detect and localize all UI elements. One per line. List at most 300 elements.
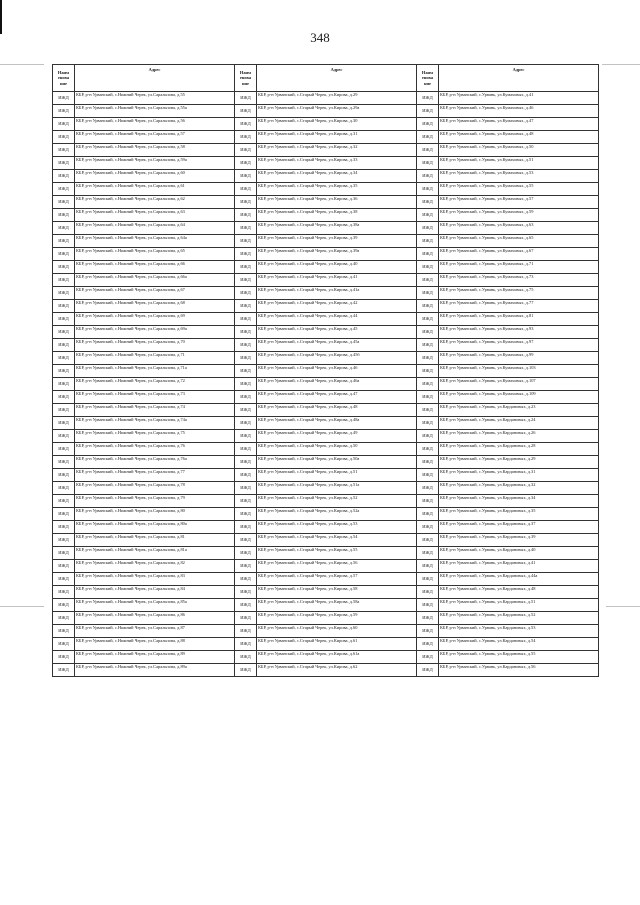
table-row xyxy=(53,547,599,560)
address-cell: КБР, р-н Урванский, с.Старый Черек, ул.Кирова, д.48 xyxy=(257,404,417,417)
address-cell: КБР, р-н Урванский, с.Урвань, ул.Кардановых, д.55 xyxy=(439,651,599,664)
object-type-cell: ИЖД xyxy=(235,248,257,261)
table-row xyxy=(53,300,599,313)
address-cell: КБР, р-н Урванский, с.Нижний Черек, ул.Саральпова, д.80 xyxy=(75,508,235,521)
object-type-cell: ИЖД xyxy=(53,326,75,339)
object-type-cell: ИЖД xyxy=(417,495,439,508)
address-cell: КБР, р-н Урванский, с.Урвань, ул.Кардановых, д.32 xyxy=(439,482,599,495)
address-cell: КБР, р-н Урванский, с.Старый Черек, ул.Кирова, д.55 xyxy=(257,547,417,560)
object-type-cell: ИЖД xyxy=(417,144,439,157)
scan-artifact-line xyxy=(0,606,44,607)
address-cell: КБР, р-н Урванский, с.Урвань, ул.Кардановых, д.37 xyxy=(439,521,599,534)
address-cell: КБР, р-н Урванский, с.Урвань, ул.Кумаховых, д.103 xyxy=(439,365,599,378)
object-type-cell: ИЖД xyxy=(53,638,75,651)
address-cell: КБР, р-н Урванский, с.Нижний Черек, ул.Саральпова, д.81а xyxy=(75,547,235,560)
address-cell: КБР, р-н Урванский, с.Нижний Черек, ул.Саральпова, д.73 xyxy=(75,391,235,404)
object-type-cell: ИЖД xyxy=(53,248,75,261)
address-cell: КБР, р-н Урванский, с.Старый Черек, ул.Кирова, д.47 xyxy=(257,391,417,404)
address-cell: КБР, р-н Урванский, с.Старый Черек, ул.Кирова, д.56 xyxy=(257,560,417,573)
address-cell: КБР, р-н Урванский, с.Урвань, ул.Кумаховых, д.109 xyxy=(439,391,599,404)
address-cell: КБР, р-н Урванский, с.Старый Черек, ул.Кирова, д.29а xyxy=(257,105,417,118)
address-cell: КБР, р-н Урванский, с.Старый Черек, ул.Кирова, д.39а xyxy=(257,248,417,261)
address-cell: КБР, р-н Урванский, с.Нижний Черек, ул.Саральпова, д.77 xyxy=(75,469,235,482)
address-cell: КБР, р-н Урванский, с.Старый Черек, ул.Кирова, д.46 xyxy=(257,365,417,378)
object-type-cell: ИЖД xyxy=(235,651,257,664)
object-type-cell: ИЖД xyxy=(235,586,257,599)
table-row xyxy=(53,183,599,196)
address-cell: КБР, р-н Урванский, с.Нижний Черек, ул.Саральпова, д.82 xyxy=(75,560,235,573)
table-row xyxy=(53,625,599,638)
object-type-cell: ИЖД xyxy=(235,430,257,443)
address-cell: КБР, р-н Урванский, с.Урвань, ул.Кумаховых, д.53 xyxy=(439,170,599,183)
address-cell: КБР, р-н Урванский, с.Нижний Черек, ул.Саральпова, д.80а xyxy=(75,521,235,534)
address-cell: КБР, р-н Урванский, с.Старый Черек, ул.Кирова, д.45б xyxy=(257,352,417,365)
address-cell: КБР, р-н Урванский, с.Нижний Черек, ул.Саральпова, д.55а xyxy=(75,105,235,118)
address-cell: КБР, р-н Урванский, с.Урвань, ул.Кардановых, д.44а xyxy=(439,573,599,586)
address-cell: КБР, р-н Урванский, с.Старый Черек, ул.Кирова, д.51а xyxy=(257,482,417,495)
object-type-cell: ИЖД xyxy=(417,209,439,222)
object-type-cell: ИЖД xyxy=(417,365,439,378)
table-row xyxy=(53,365,599,378)
address-cell: КБР, р-н Урванский, с.Старый Черек, ул.Кирова, д.41 xyxy=(257,274,417,287)
table-row xyxy=(53,534,599,547)
object-type-cell: ИЖД xyxy=(235,417,257,430)
address-cell: КБР, р-н Урванский, с.Старый Черек, ул.Кирова, д.34 xyxy=(257,170,417,183)
table-row xyxy=(53,599,599,612)
object-type-cell: ИЖД xyxy=(235,625,257,638)
address-cell: КБР, р-н Урванский, с.Урвань, ул.Кардановых, д.29 xyxy=(439,456,599,469)
object-type-cell: ИЖД xyxy=(417,196,439,209)
object-type-cell: ИЖД xyxy=(235,495,257,508)
object-type-cell: ИЖД xyxy=(235,469,257,482)
table-row xyxy=(53,144,599,157)
object-type-cell: ИЖД xyxy=(417,222,439,235)
address-cell: КБР, р-н Урванский, с.Урвань, ул.Кумаховых, д.47 xyxy=(439,118,599,131)
object-type-cell: ИЖД xyxy=(235,118,257,131)
scan-artifact-line xyxy=(606,606,640,607)
address-cell: КБР, р-н Урванский, с.Урвань, ул.Кардановых, д.26 xyxy=(439,430,599,443)
object-type-cell: ИЖД xyxy=(417,638,439,651)
object-type-cell: ИЖД xyxy=(235,157,257,170)
address-cell: КБР, р-н Урванский, с.Старый Черек, ул.Кирова, д.52 xyxy=(257,495,417,508)
object-type-cell: ИЖД xyxy=(417,612,439,625)
address-cell: КБР, р-н Урванский, с.Нижний Черек, ул.Саральпова, д.62 xyxy=(75,196,235,209)
object-type-cell: ИЖД xyxy=(417,508,439,521)
object-type-cell: ИЖД xyxy=(235,573,257,586)
object-type-cell: ИЖД xyxy=(235,274,257,287)
object-type-cell: ИЖД xyxy=(235,300,257,313)
object-type-cell: ИЖД xyxy=(53,430,75,443)
object-type-cell: ИЖД xyxy=(417,170,439,183)
object-type-cell: ИЖД xyxy=(417,599,439,612)
address-cell: КБР, р-н Урванский, с.Урвань, ул.Кардановых, д.48 xyxy=(439,586,599,599)
object-type-cell: ИЖД xyxy=(53,378,75,391)
object-type-cell: ИЖД xyxy=(53,417,75,430)
header-address: Адрес xyxy=(439,65,599,92)
object-type-cell: ИЖД xyxy=(417,391,439,404)
address-cell: КБР, р-н Урванский, с.Старый Черек, ул.Кирова, д.50а xyxy=(257,456,417,469)
address-cell: КБР, р-н Урванский, с.Урвань, ул.Кумаховых, д.107 xyxy=(439,378,599,391)
header-type: Наим енова ние xyxy=(53,65,75,92)
object-type-cell: ИЖД xyxy=(235,404,257,417)
address-cell: КБР, р-н Урванский, с.Старый Черек, ул.Кирова, д.48а xyxy=(257,417,417,430)
address-cell: КБР, р-н Урванский, с.Урвань, ул.Кардановых, д.31 xyxy=(439,469,599,482)
address-cell: КБР, р-н Урванский, с.Нижний Черек, ул.Саральпова, д.59а xyxy=(75,157,235,170)
object-type-cell: ИЖД xyxy=(53,287,75,300)
table-row xyxy=(53,92,599,105)
object-type-cell: ИЖД xyxy=(417,352,439,365)
address-cell: КБР, р-н Урванский, с.Старый Черек, ул.Кирова, д.57 xyxy=(257,573,417,586)
address-cell: КБР, р-н Урванский, с.Урвань, ул.Кумаховых, д.73 xyxy=(439,274,599,287)
object-type-cell: ИЖД xyxy=(417,313,439,326)
object-type-cell: ИЖД xyxy=(417,404,439,417)
table-row xyxy=(53,287,599,300)
table-row xyxy=(53,274,599,287)
address-cell: КБР, р-н Урванский, с.Урвань, ул.Кардановых, д.39 xyxy=(439,534,599,547)
address-cell: КБР, р-н Урванский, с.Нижний Черек, ул.Саральпова, д.60 xyxy=(75,170,235,183)
address-cell: КБР, р-н Урванский, с.Урвань, ул.Кумаховых, д.50 xyxy=(439,144,599,157)
address-cell: КБР, р-н Урванский, с.Нижний Черек, ул.Саральпова, д.72 xyxy=(75,378,235,391)
header-type: Наим енова ние xyxy=(417,65,439,92)
address-cell: КБР, р-н Урванский, с.Нижний Черек, ул.Саральпова, д.89а xyxy=(75,664,235,677)
address-cell: КБР, р-н Урванский, с.Старый Черек, ул.Кирова, д.36 xyxy=(257,196,417,209)
address-cell: КБР, р-н Урванский, с.Урвань, ул.Кардановых, д.23 xyxy=(439,404,599,417)
table-row xyxy=(53,521,599,534)
table-row xyxy=(53,261,599,274)
address-cell: КБР, р-н Урванский, с.Нижний Черек, ул.Саральпова, д.76 xyxy=(75,443,235,456)
address-cell: КБР, р-н Урванский, с.Старый Черек, ул.Кирова, д.58 xyxy=(257,586,417,599)
address-cell: КБР, р-н Урванский, с.Нижний Черек, ул.Саральпова, д.87 xyxy=(75,625,235,638)
object-type-cell: ИЖД xyxy=(53,313,75,326)
object-type-cell: ИЖД xyxy=(417,482,439,495)
object-type-cell: ИЖД xyxy=(53,599,75,612)
object-type-cell: ИЖД xyxy=(53,495,75,508)
object-type-cell: ИЖД xyxy=(53,508,75,521)
address-cell: КБР, р-н Урванский, с.Нижний Черек, ул.Саральпова, д.66 xyxy=(75,261,235,274)
table-row xyxy=(53,196,599,209)
object-type-cell: ИЖД xyxy=(53,560,75,573)
object-type-cell: ИЖД xyxy=(235,612,257,625)
address-cell: КБР, р-н Урванский, с.Нижний Черек, ул.Саральпова, д.70 xyxy=(75,339,235,352)
object-type-cell: ИЖД xyxy=(235,209,257,222)
object-type-cell: ИЖД xyxy=(235,183,257,196)
address-cell: КБР, р-н Урванский, с.Старый Черек, ул.Кирова, д.35 xyxy=(257,183,417,196)
object-type-cell: ИЖД xyxy=(53,352,75,365)
address-cell: КБР, р-н Урванский, с.Старый Черек, ул.Кирова, д.39 xyxy=(257,235,417,248)
address-cell: КБР, р-н Урванский, с.Нижний Черек, ул.Саральпова, д.69а xyxy=(75,326,235,339)
address-cell: КБР, р-н Урванский, с.Старый Черек, ул.Кирова, д.54 xyxy=(257,534,417,547)
object-type-cell: ИЖД xyxy=(53,209,75,222)
address-cell: КБР, р-н Урванский, с.Старый Черек, ул.Кирова, д.38 xyxy=(257,209,417,222)
table-row xyxy=(53,612,599,625)
table-row xyxy=(53,482,599,495)
object-type-cell: ИЖД xyxy=(417,651,439,664)
object-type-cell: ИЖД xyxy=(417,573,439,586)
address-cell: КБР, р-н Урванский, с.Урвань, ул.Кумаховых, д.59 xyxy=(439,209,599,222)
object-type-cell: ИЖД xyxy=(53,365,75,378)
table-row xyxy=(53,430,599,443)
table-row xyxy=(53,248,599,261)
object-type-cell: ИЖД xyxy=(417,287,439,300)
address-cell: КБР, р-н Урванский, с.Старый Черек, ул.Кирова, д.41а xyxy=(257,287,417,300)
object-type-cell: ИЖД xyxy=(417,261,439,274)
object-type-cell: ИЖД xyxy=(417,92,439,105)
object-type-cell: ИЖД xyxy=(53,443,75,456)
table-row xyxy=(53,443,599,456)
object-type-cell: ИЖД xyxy=(417,417,439,430)
object-type-cell: ИЖД xyxy=(235,313,257,326)
object-type-cell: ИЖД xyxy=(53,404,75,417)
address-cell: КБР, р-н Урванский, с.Урвань, ул.Кумаховых, д.81 xyxy=(439,313,599,326)
address-cell: КБР, р-н Урванский, с.Урвань, ул.Кумаховых, д.63 xyxy=(439,222,599,235)
address-cell: КБР, р-н Урванский, с.Урвань, ул.Кумаховых, д.65 xyxy=(439,235,599,248)
object-type-cell: ИЖД xyxy=(235,456,257,469)
table-row xyxy=(53,417,599,430)
address-cell: КБР, р-н Урванский, с.Старый Черек, ул.Кирова, д.45 xyxy=(257,326,417,339)
object-type-cell: ИЖД xyxy=(53,586,75,599)
address-cell: КБР, р-н Урванский, с.Нижний Черек, ул.Саральпова, д.84 xyxy=(75,586,235,599)
object-type-cell: ИЖД xyxy=(53,118,75,131)
scan-artifact-line xyxy=(0,64,44,65)
address-cell: КБР, р-н Урванский, с.Урвань, ул.Кумаховых, д.57 xyxy=(439,196,599,209)
address-cell: КБР, р-н Урванский, с.Старый Черек, ул.Кирова, д.52а xyxy=(257,508,417,521)
object-type-cell: ИЖД xyxy=(53,651,75,664)
scan-edge-mark xyxy=(0,0,2,34)
object-type-cell: ИЖД xyxy=(235,547,257,560)
object-type-cell: ИЖД xyxy=(235,287,257,300)
address-cell: КБР, р-н Урванский, с.Старый Черек, ул.Кирова, д.31 xyxy=(257,131,417,144)
table-row xyxy=(53,352,599,365)
table-row xyxy=(53,339,599,352)
header-type: Наим енова ние xyxy=(235,65,257,92)
address-cell: КБР, р-н Урванский, с.Урвань, ул.Кардановых, д.53 xyxy=(439,625,599,638)
object-type-cell: ИЖД xyxy=(53,144,75,157)
address-cell: КБР, р-н Урванский, с.Урвань, ул.Кардановых, д.54 xyxy=(439,638,599,651)
object-type-cell: ИЖД xyxy=(53,469,75,482)
address-cell: КБР, р-н Урванский, с.Нижний Черек, ул.Саральпова, д.71а xyxy=(75,365,235,378)
object-type-cell: ИЖД xyxy=(417,326,439,339)
object-type-cell: ИЖД xyxy=(235,326,257,339)
object-type-cell: ИЖД xyxy=(235,443,257,456)
object-type-cell: ИЖД xyxy=(235,235,257,248)
object-type-cell: ИЖД xyxy=(417,105,439,118)
object-type-cell: ИЖД xyxy=(53,573,75,586)
address-cell: КБР, р-н Урванский, с.Старый Черек, ул.Кирова, д.60 xyxy=(257,625,417,638)
object-type-cell: ИЖД xyxy=(235,144,257,157)
scan-artifact-line xyxy=(602,64,640,65)
table-row xyxy=(53,222,599,235)
table-row xyxy=(53,651,599,664)
object-type-cell: ИЖД xyxy=(53,664,75,677)
object-type-cell: ИЖД xyxy=(53,261,75,274)
object-type-cell: ИЖД xyxy=(53,170,75,183)
address-cell: КБР, р-н Урванский, с.Урвань, ул.Кардановых, д.35 xyxy=(439,508,599,521)
object-type-cell: ИЖД xyxy=(235,378,257,391)
table-row xyxy=(53,209,599,222)
address-cell: КБР, р-н Урванский, с.Урвань, ул.Кумаховых, д.67 xyxy=(439,248,599,261)
object-type-cell: ИЖД xyxy=(235,261,257,274)
address-cell: КБР, р-н Урванский, с.Нижний Черек, ул.Саральпова, д.55 xyxy=(75,92,235,105)
table-header-row xyxy=(53,65,599,92)
address-cell: КБР, р-н Урванский, с.Урвань, ул.Кардановых, д.24 xyxy=(439,417,599,430)
address-cell: КБР, р-н Урванский, с.Нижний Черек, ул.Саральпова, д.81 xyxy=(75,534,235,547)
object-type-cell: ИЖД xyxy=(417,469,439,482)
object-type-cell: ИЖД xyxy=(235,391,257,404)
address-cell: КБР, р-н Урванский, с.Нижний Черек, ул.Саральпова, д.83 xyxy=(75,573,235,586)
address-cell: КБР, р-н Урванский, с.Нижний Черек, ул.Саральпова, д.61 xyxy=(75,183,235,196)
table-row xyxy=(53,560,599,573)
object-type-cell: ИЖД xyxy=(53,157,75,170)
address-cell: КБР, р-н Урванский, с.Урвань, ул.Кардановых, д.28 xyxy=(439,443,599,456)
address-cell: КБР, р-н Урванский, с.Старый Черек, ул.Кирова, д.61а xyxy=(257,651,417,664)
address-cell: КБР, р-н Урванский, с.Урвань, ул.Кумаховых, д.71 xyxy=(439,261,599,274)
object-type-cell: ИЖД xyxy=(235,92,257,105)
address-cell: КБР, р-н Урванский, с.Урвань, ул.Кардановых, д.40 xyxy=(439,547,599,560)
address-cell: КБР, р-н Урванский, с.Старый Черек, ул.Кирова, д.40 xyxy=(257,261,417,274)
object-type-cell: ИЖД xyxy=(235,534,257,547)
object-type-cell: ИЖД xyxy=(53,521,75,534)
table-row xyxy=(53,573,599,586)
object-type-cell: ИЖД xyxy=(53,300,75,313)
object-type-cell: ИЖД xyxy=(235,638,257,651)
table-row xyxy=(53,170,599,183)
address-cell: КБР, р-н Урванский, с.Нижний Черек, ул.Саральпова, д.76а xyxy=(75,456,235,469)
address-cell: КБР, р-н Урванский, с.Нижний Черек, ул.Саральпова, д.78 xyxy=(75,482,235,495)
object-type-cell: ИЖД xyxy=(235,664,257,677)
object-type-cell: ИЖД xyxy=(417,300,439,313)
address-cell: КБР, р-н Урванский, с.Нижний Черек, ул.Саральпова, д.58 xyxy=(75,144,235,157)
address-cell: КБР, р-н Урванский, с.Старый Черек, ул.Кирова, д.59 xyxy=(257,612,417,625)
object-type-cell: ИЖД xyxy=(417,443,439,456)
address-cell: КБР, р-н Урванский, с.Нижний Черек, ул.Саральпова, д.65 xyxy=(75,248,235,261)
object-type-cell: ИЖД xyxy=(235,339,257,352)
object-type-cell: ИЖД xyxy=(235,599,257,612)
address-cell: КБР, р-н Урванский, с.Нижний Черек, ул.Саральпова, д.56 xyxy=(75,118,235,131)
address-cell: КБР, р-н Урванский, с.Нижний Черек, ул.Саральпова, д.64а xyxy=(75,235,235,248)
object-type-cell: ИЖД xyxy=(417,235,439,248)
table-row xyxy=(53,664,599,677)
object-type-cell: ИЖД xyxy=(235,482,257,495)
object-type-cell: ИЖД xyxy=(417,456,439,469)
object-type-cell: ИЖД xyxy=(235,222,257,235)
object-type-cell: ИЖД xyxy=(417,378,439,391)
object-type-cell: ИЖД xyxy=(235,521,257,534)
object-type-cell: ИЖД xyxy=(417,560,439,573)
address-cell: КБР, р-н Урванский, с.Урвань, ул.Кардановых, д.51 xyxy=(439,599,599,612)
address-cell: КБР, р-н Урванский, с.Урвань, ул.Кумаховых, д.41 xyxy=(439,92,599,105)
address-cell: КБР, р-н Урванский, с.Старый Черек, ул.Кирова, д.38а xyxy=(257,222,417,235)
table-row xyxy=(53,391,599,404)
address-cell: КБР, р-н Урванский, с.Нижний Черек, ул.Саральпова, д.88 xyxy=(75,638,235,651)
address-cell: КБР, р-н Урванский, с.Урвань, ул.Кумаховых, д.93 xyxy=(439,326,599,339)
object-type-cell: ИЖД xyxy=(417,430,439,443)
object-type-cell: ИЖД xyxy=(417,274,439,287)
table-row xyxy=(53,456,599,469)
address-cell: КБР, р-н Урванский, с.Урвань, ул.Кумаховых, д.51 xyxy=(439,157,599,170)
address-cell: КБР, р-н Урванский, с.Нижний Черек, ул.Саральпова, д.85а xyxy=(75,599,235,612)
address-cell: КБР, р-н Урванский, с.Урвань, ул.Кумаховых, д.55 xyxy=(439,183,599,196)
object-type-cell: ИЖД xyxy=(417,118,439,131)
address-cell: КБР, р-н Урванский, с.Нижний Черек, ул.Саральпова, д.57 xyxy=(75,131,235,144)
address-cell: КБР, р-н Урванский, с.Нижний Черек, ул.Саральпова, д.79 xyxy=(75,495,235,508)
address-cell: КБР, р-н Урванский, с.Старый Черек, ул.Кирова, д.53 xyxy=(257,521,417,534)
object-type-cell: ИЖД xyxy=(53,456,75,469)
object-type-cell: ИЖД xyxy=(235,196,257,209)
object-type-cell: ИЖД xyxy=(53,92,75,105)
address-cell: КБР, р-н Урванский, с.Нижний Черек, ул.Саральпова, д.68 xyxy=(75,300,235,313)
table-row xyxy=(53,378,599,391)
table-row xyxy=(53,326,599,339)
address-cell: КБР, р-н Урванский, с.Урвань, ул.Кардановых, д.41 xyxy=(439,560,599,573)
address-cell: КБР, р-н Урванский, с.Урвань, ул.Кардановых, д.34 xyxy=(439,495,599,508)
object-type-cell: ИЖД xyxy=(53,105,75,118)
address-cell: КБР, р-н Урванский, с.Старый Черек, ул.Кирова, д.46а xyxy=(257,378,417,391)
object-type-cell: ИЖД xyxy=(53,274,75,287)
object-type-cell: ИЖД xyxy=(417,586,439,599)
object-type-cell: ИЖД xyxy=(53,391,75,404)
header-address: Адрес xyxy=(75,65,235,92)
address-cell: КБР, р-н Урванский, с.Урвань, ул.Кумаховых, д.97 xyxy=(439,339,599,352)
table-row xyxy=(53,131,599,144)
address-cell: КБР, р-н Урванский, с.Старый Черек, ул.Кирова, д.29 xyxy=(257,92,417,105)
object-type-cell: ИЖД xyxy=(235,508,257,521)
address-cell: КБР, р-н Урванский, с.Нижний Черек, ул.Саральпова, д.71 xyxy=(75,352,235,365)
object-type-cell: ИЖД xyxy=(417,157,439,170)
object-type-cell: ИЖД xyxy=(53,625,75,638)
object-type-cell: ИЖД xyxy=(53,183,75,196)
address-cell: КБР, р-н Урванский, с.Урвань, ул.Кардановых, д.52 xyxy=(439,612,599,625)
object-type-cell: ИЖД xyxy=(53,534,75,547)
address-cell: КБР, р-н Урванский, с.Старый Черек, ул.Кирова, д.49 xyxy=(257,430,417,443)
table-row xyxy=(53,105,599,118)
object-type-cell: ИЖД xyxy=(235,365,257,378)
table-row xyxy=(53,469,599,482)
address-cell: КБР, р-н Урванский, с.Нижний Черек, ул.Саральпова, д.63 xyxy=(75,209,235,222)
object-type-cell: ИЖД xyxy=(417,534,439,547)
object-type-cell: ИЖД xyxy=(417,664,439,677)
object-type-cell: ИЖД xyxy=(53,196,75,209)
object-type-cell: ИЖД xyxy=(235,105,257,118)
object-type-cell: ИЖД xyxy=(53,131,75,144)
object-type-cell: ИЖД xyxy=(235,352,257,365)
address-cell: КБР, р-н Урванский, с.Нижний Черек, ул.Саральпова, д.67 xyxy=(75,287,235,300)
address-cell: КБР, р-н Урванский, с.Нижний Черек, ул.Саральпова, д.86 xyxy=(75,612,235,625)
address-cell: КБР, р-н Урванский, с.Старый Черек, ул.Кирова, д.32 xyxy=(257,144,417,157)
address-cell: КБР, р-н Урванский, с.Урвань, ул.Кумаховых, д.77 xyxy=(439,300,599,313)
object-type-cell: ИЖД xyxy=(417,248,439,261)
address-cell: КБР, р-н Урванский, с.Старый Черек, ул.Кирова, д.50 xyxy=(257,443,417,456)
address-cell: КБР, р-н Урванский, с.Старый Черек, ул.Кирова, д.44 xyxy=(257,313,417,326)
address-cell: КБР, р-н Урванский, с.Нижний Черек, ул.Саральпова, д.69 xyxy=(75,313,235,326)
table-row xyxy=(53,157,599,170)
table-row xyxy=(53,118,599,131)
address-cell: КБР, р-н Урванский, с.Старый Черек, ул.Кирова, д.51 xyxy=(257,469,417,482)
object-type-cell: ИЖД xyxy=(417,521,439,534)
address-cell: КБР, р-н Урванский, с.Нижний Черек, ул.Саральпова, д.89 xyxy=(75,651,235,664)
address-cell: КБР, р-н Урванский, с.Урвань, ул.Кумаховых, д.75 xyxy=(439,287,599,300)
object-type-cell: ИЖД xyxy=(235,170,257,183)
object-type-cell: ИЖД xyxy=(417,547,439,560)
object-type-cell: ИЖД xyxy=(53,339,75,352)
table-row xyxy=(53,404,599,417)
header-address: Адрес xyxy=(257,65,417,92)
table-row xyxy=(53,235,599,248)
table-row xyxy=(53,586,599,599)
object-type-cell: ИЖД xyxy=(235,560,257,573)
page-number: 348 xyxy=(310,30,330,45)
table-row xyxy=(53,495,599,508)
object-type-cell: ИЖД xyxy=(53,482,75,495)
